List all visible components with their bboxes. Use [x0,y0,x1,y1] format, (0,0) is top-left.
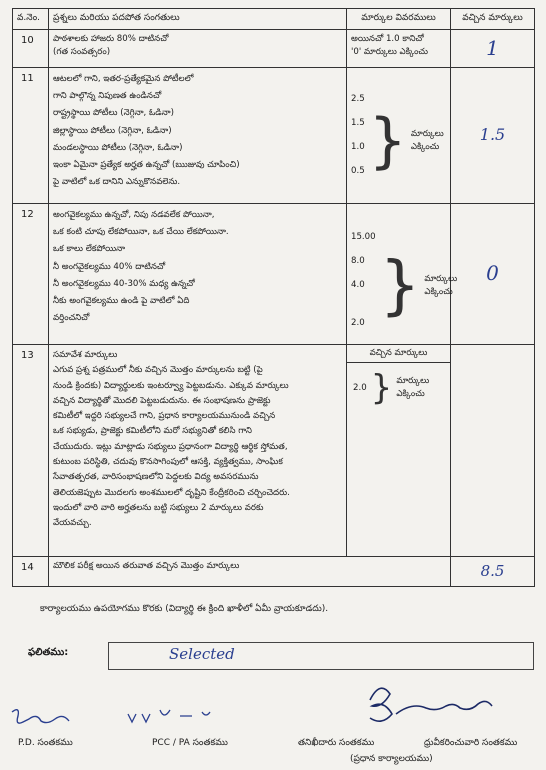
sub-header: వచ్చిన మార్కులు [347,345,450,363]
office-use-note: కార్యాలయము ఉపయోగము కొరకు (విద్యార్థి ఈ క్రింది ఖాళీలో ఏమీ వ్రాయకూడదు). [40,604,329,614]
marks-option: 2.0 [353,382,367,393]
text-line: '0' మార్కులు ఎక్కించు [351,47,428,58]
text-line: నీ అంగవైకల్యము 40% దాటినచో [53,261,166,272]
text-line: (గత సంవత్సరం) [53,47,111,58]
text-line: వచ్చిన విద్యార్థితో మొదలి పెట్టబడుదును. ఈ సంభాషణను ప్రాజెక్టు [53,395,271,406]
row-number: 14 [13,556,49,586]
row-number: 13 [13,344,49,556]
text-line: తెలియజెప్పుట మొదలగు అంశములలో దృష్టిని కేంద్రీకరించి చర్చించెదరు. [53,487,290,498]
text-line: ఒక కాలు లేకపోయినా [53,244,126,255]
text-line: కుటుంబ పరిస్థితి, చదువు కొనసాగింపులో ఆసక్తి, వ్యక్తిత్వము, సాంఘిక [53,457,283,468]
marks-got-value: 1.5 [451,67,535,203]
header-marks-got: వచ్చిన మార్కులు [451,9,535,30]
text-line: ఎగువ ప్రశ్న పత్రములో నీకు వచ్చిన మొత్తం మార్కులను బట్టి (పై [53,365,263,376]
row-text: మౌలిక పరీక్ష అయిన తరువాత వచ్చిన మొత్తం మార్కులు [49,556,451,586]
text-line: పాఠశాలకు హాజరు 80% దాటినచో [53,33,169,44]
result-value: Selected [169,645,235,663]
brace-icon: } [368,105,407,176]
marks-option: 0.5 [351,165,365,176]
brace-icon: } [370,368,393,409]
text-line: అయినచో 1.0 కానిచో [351,33,424,44]
text-line: ఎక్కించు [424,286,453,297]
row-number: 12 [13,203,49,344]
text-line: నీకు అంగవైకల్యము ఉండి పై వాటిలో ఏది [53,295,190,306]
text-line: మార్కులు [396,375,430,386]
pd-signature [12,710,69,723]
text-line: అంగవైకల్యము ఉన్నచో, నిపు నడవలేక పోయినా, [53,209,215,220]
marks-got-value: 8.5 [451,556,535,586]
marks-option: 1.0 [351,141,365,152]
row-title: సమావేశ మార్కులు [53,349,118,360]
text-line: గాని పాల్గొన్న నిపుణత ఉండినచో [53,91,162,102]
marks-option: 15.00 [351,231,376,242]
row-number: 11 [13,67,49,203]
text-line: నుండి క్రిందకు) విద్యార్థులకు ఇంటర్వ్యూ పెట్టబడును. ఎక్కువ మార్కులు [53,380,289,391]
text-line: ఇందులో వారి వారి అర్హతలను బట్టి సభ్యులు 2 మార్కులు వరకు [53,502,264,513]
text-line: జిల్లాస్థాయి పోటీలు (నెగ్గినా, ఓడినా) [53,125,172,136]
pcc-signature [128,710,210,722]
marks-option: 1.5 [351,117,365,128]
brace-icon: } [379,248,421,323]
text-line: ఎక్కించు [410,141,440,152]
marks-option: 2.5 [351,93,365,104]
text-line: మండలస్థాయి పోటీలు (నెగ్గినా, ఓడినా) [53,142,183,153]
text-line: వర్తించనిచో [53,313,90,324]
header-marks-detail: మార్కుల వివరములు [347,9,451,30]
text-line: వేయవచ్చు. [53,518,92,529]
text-line: మార్కులు [410,128,444,139]
approver-signature-label: ధ్రువీకరించువారి సంతకము [424,738,518,748]
header-sno: వ.నెం. [13,9,49,30]
text-line: ఎక్కించు [396,389,425,400]
marks-option: 2.0 [351,317,365,328]
inspector-signature [370,688,492,721]
result-label: ఫలితము: [28,647,69,658]
pd-signature-label: P.D. సంతకము [18,738,73,748]
text-line: ఇంకా ఏమైనా ప్రత్యేక అర్హత ఉన్నచో (ఋజువు చూపించి) [53,159,240,170]
row-number: 10 [13,29,49,67]
text-line: నీ అంగవైకల్యము 40-30% మధ్య ఉన్నచో [53,278,195,289]
text-line: ఒక కంటి చూపు లేకపోయినా, ఒక చేయి లేకపోయినా. [53,227,229,238]
marks-got-value: 0 [451,203,535,344]
inspector-signature-label: తనిఖీదారు సంతకము [298,738,375,748]
text-line: సేవాతత్పరత, వారిసంభాషణలోని పెద్దలకు విద్య అవసరమును [53,472,259,483]
inspector-signature-sublabel: (ప్రధాన కార్యాలయము) [350,754,433,764]
marks-option: 8.0 [351,255,365,266]
text-line: మార్కులు [424,273,458,284]
text-line: చేయుదురు. ఇట్లు మాట్లాడు సభ్యులు ప్రధానంగా విద్యార్థి ఆర్థిక స్తోమత, [53,441,288,452]
text-line: ఒక సభ్యుడు, ప్రాజెక్టు కమిటీలోని మరో సభ్యునితో కలిసి గాని [53,426,252,437]
marks-got-value: 1 [451,29,535,67]
pcc-signature-label: PCC / PA సంతకము [152,738,228,748]
text-line: రాష్ట్రస్థాయి పోటీలు (నెగ్గినా, ఓడినా) [53,108,174,119]
text-line: ఆటలలో గాని, ఇతర-ప్రత్యేకమైన పోటీలలో [53,73,194,84]
text-line: కమిటీలో ఇద్దరి సభ్యులచే గాని, ప్రధాన కార్యాలయమునుండి వచ్చిన [53,411,276,422]
header-items: ప్రశ్నలు మరియు పదపోత సంగతులు [49,9,347,30]
text-line: పై వాటిలో ఒక దానిని ఎన్నుకొనవలెను. [53,177,181,188]
marks-option: 4.0 [351,279,365,290]
